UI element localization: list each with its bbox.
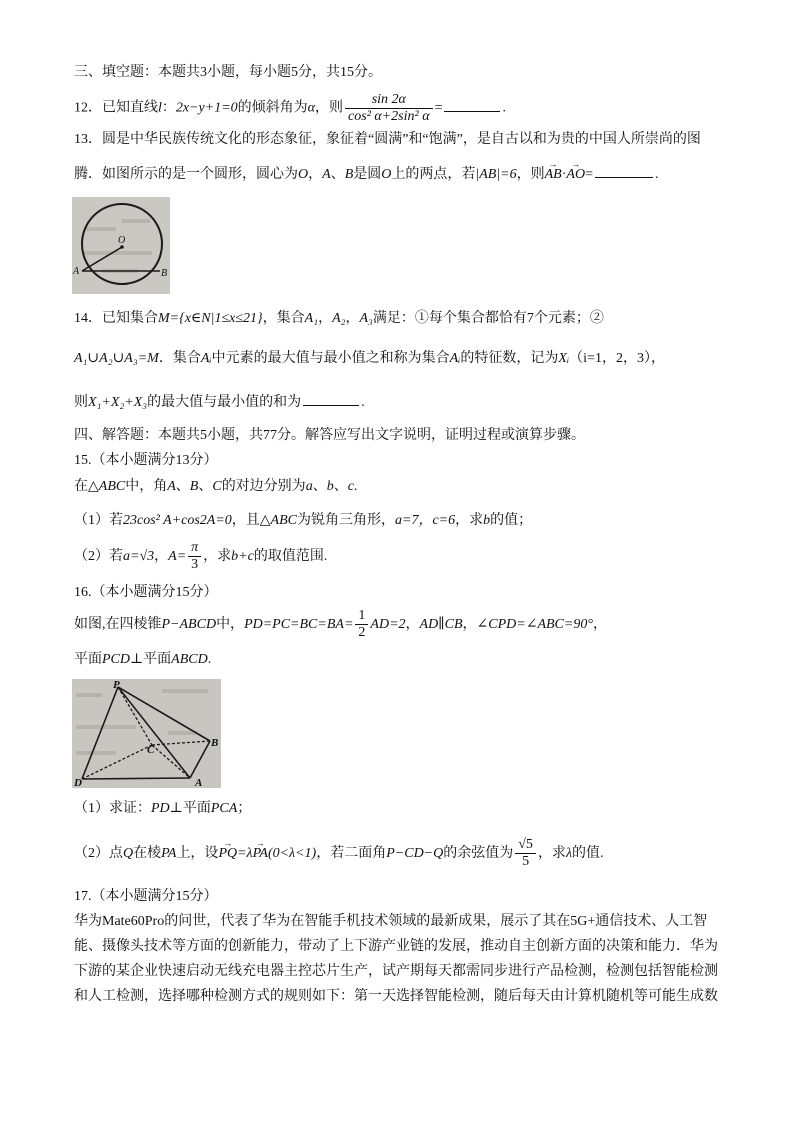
q12-text: 的倾斜角为 [237, 100, 308, 116]
q15-side-b: b [326, 479, 334, 494]
question-17-line2: 能、摄像头技术等方面的创新能力，带动了上下游产业链的发展，推动自主创新方面的决策和能力．华为 [74, 939, 718, 954]
q14-answer-blank[interactable] [303, 391, 359, 406]
section3-heading: 三、填空题：本题共3小题，每小题5分，共15分。 [74, 65, 382, 80]
q15-text: 、 [175, 479, 190, 494]
q16-text: ， [462, 617, 477, 632]
q13-text: . [654, 167, 659, 182]
q13-text: 是圆 [353, 167, 382, 182]
question-14-line3 [74, 391, 365, 413]
question-15-stem [74, 477, 357, 497]
q14-a1: A₁ [304, 311, 319, 326]
q15-triangle: △ABC [259, 513, 297, 528]
q16-frac-num: 1 [355, 608, 368, 625]
question-17-line3: 下游的某企业快速启动无线充电器主控芯片生产，试产期每天都需同步进行产品检测，检测包括智能检测 [74, 964, 718, 979]
q15-text: 为锐角三角形， [297, 513, 395, 528]
q16-cos-value [515, 837, 536, 870]
q12-text: 12．已知直线 [74, 100, 158, 116]
figure-pyramid [72, 679, 221, 788]
q14-union: A₁∪A₂∪A₃=M [74, 351, 159, 366]
q15-angle-a: A [167, 479, 176, 494]
question-14-line2 [74, 349, 665, 369]
q13-text: 上的两点，若 [391, 167, 476, 182]
q15-text: 、 [198, 479, 213, 494]
q15-text: 、 [312, 479, 327, 494]
q15-text: 、 [333, 479, 348, 494]
q12-equals: = [434, 100, 443, 116]
question-15-part2 [74, 540, 327, 574]
q15-text: 的取值范围. [253, 549, 328, 564]
question-16-part2 [74, 836, 604, 872]
q14-text: 的最大值与最小值的和为 [147, 395, 302, 410]
q15-values: a=7，c=6 [395, 513, 456, 528]
q16-frac-den: 2 [358, 625, 366, 641]
q12-answer-blank[interactable] [444, 97, 500, 112]
q14-xi: Xᵢ [558, 351, 570, 366]
q15-side-b: b [483, 513, 491, 528]
q16-text: 中， [216, 617, 245, 632]
q15-triangle: △ABC [88, 479, 126, 494]
q15-b-plus-c: b+c [231, 549, 254, 564]
q16-text: 平面 [182, 801, 211, 816]
question-16-title: 16.（本小题满分15分） [74, 585, 218, 600]
q14-ai: Aᵢ [200, 351, 212, 366]
q16-text: 的值. [572, 846, 604, 861]
q16-ad: AD=2 [370, 617, 406, 632]
q16-lambda-eq: =λ [237, 846, 253, 861]
edge-da [82, 778, 190, 779]
q16-parallel: AD∥CB [419, 617, 463, 632]
q13-point-a: A [322, 167, 331, 182]
q14-sum: X₁+X₂+X₃ [88, 395, 148, 410]
q14-text: 14．已知集合 [74, 311, 158, 326]
question-16-part1 [74, 799, 251, 819]
q14-text: ，集合 [262, 311, 305, 326]
section4-heading: 四、解答题：本题共5小题，共77分。解答应写出文字说明，证明过程或演算步骤。 [74, 428, 585, 443]
q13-center: O [298, 167, 309, 182]
q16-dihedral: P−CD−Q [386, 846, 444, 861]
q15-frac-num: π [188, 540, 201, 557]
q15-text: （1）若 [74, 513, 123, 528]
q16-plane-abcd: ABCD [171, 652, 208, 667]
q13-answer-blank[interactable] [595, 163, 653, 178]
q16-text: 平面 [74, 652, 102, 667]
q13-text: 、 [330, 167, 345, 182]
q16-text: ，若二面角 [316, 846, 387, 861]
q15-text: ，且 [231, 513, 260, 528]
q12-equation: 2x−y+1=0 [175, 100, 238, 116]
q16-text: （2）点 [74, 846, 123, 861]
question-17-title: 17.（本小题满分15分） [74, 889, 218, 904]
q16-pyramid: P−ABCD [161, 617, 217, 632]
q16-text: ， [405, 617, 420, 632]
q14-text: ．集合 [158, 351, 201, 366]
q16-plane-pca: PCA [210, 801, 238, 816]
label-c: C [147, 744, 155, 756]
q16-text: 平面 [143, 652, 172, 667]
q15-frac-den: 3 [191, 557, 199, 573]
circle-diagram [72, 197, 170, 294]
q16-lambda-range: (0<λ<1) [267, 846, 317, 861]
q14-text: ， [345, 311, 360, 326]
q15-a-eq: A= [168, 549, 187, 564]
q15-text: ， [154, 549, 169, 564]
q15-text: ，求 [455, 513, 484, 528]
q13-center: O [381, 167, 392, 182]
q15-text: ，求 [203, 549, 232, 564]
q16-half [355, 608, 368, 641]
label-o: O [118, 235, 126, 246]
q13-equals: = [585, 167, 593, 182]
q16-text: . [207, 652, 212, 667]
q16-edge-pa: PA [161, 846, 177, 861]
q15-text: 的值； [490, 513, 533, 528]
q15-text: 的对边分别为 [221, 479, 306, 494]
q15-a-value: a=√3 [123, 549, 155, 564]
q14-a3: A₃ [359, 311, 373, 326]
q15-angle-b: B [189, 479, 199, 494]
q14-text: ， [318, 311, 333, 326]
q12-line-var: l [158, 100, 162, 116]
q12-text: ： [161, 100, 176, 116]
question-14-line1 [74, 309, 604, 329]
q16-frac-den: 5 [522, 854, 530, 870]
q16-vector-pa: → PA [253, 836, 268, 872]
q16-text: ，求 [537, 846, 566, 861]
q16-text: 如图,在四棱锥 [74, 617, 162, 632]
q16-pd: PD [151, 801, 170, 816]
q16-angles: ∠CPD=∠ABC=90° [476, 617, 593, 632]
q15-text: 中，角 [125, 479, 168, 494]
q16-plane-pcd: PCD [102, 652, 130, 667]
q14-ai: Aᵢ [449, 351, 461, 366]
q14-text: . [361, 395, 365, 410]
q13-vector-ao: → AO [566, 165, 585, 185]
q16-text: （1）求证： [74, 801, 151, 816]
q13-dot: · [561, 167, 567, 182]
label-b: B [161, 268, 168, 279]
figure-circle [72, 197, 170, 294]
q15-angle-c: C [212, 479, 222, 494]
question-12 [74, 92, 506, 125]
q15-side-a: a [305, 479, 313, 494]
q12-alpha: α [307, 100, 316, 116]
q16-perp: ⊥ [169, 801, 183, 816]
q15-text: （2）若 [74, 549, 123, 564]
question-16-stem [74, 608, 607, 642]
q13-abs: |AB|=6 [475, 167, 517, 182]
q15-pi-over-3 [188, 540, 201, 573]
question-13-line2 [74, 163, 658, 185]
q14-text: 则 [74, 395, 88, 410]
q16-point-q: Q [123, 846, 134, 861]
question-15-title: 15.（本小题满分13分） [74, 453, 218, 468]
q14-text: 满足：①每个集合都恰有7个元素；② [372, 311, 604, 326]
q13-text: 腾．如图所示的是一个圆形，圆心为 [74, 167, 298, 182]
q16-frac-num: √5 [515, 837, 536, 854]
q16-text: 在棱 [133, 846, 162, 861]
q14-text: 中元素的最大值与最小值之和称为集合 [211, 351, 450, 366]
label-d: D [74, 777, 82, 788]
question-16-line2 [74, 650, 211, 670]
q16-text: 的余弦值为 [443, 846, 514, 861]
label-a: A [195, 777, 203, 788]
q16-text: 上，设 [176, 846, 219, 861]
q16-text: ； [237, 801, 252, 816]
q15-side-c: c [347, 479, 354, 494]
question-13-line1: 13．圆是中华民族传统文化的形态象征，象征着“圆满”和“饱满”，是自古以和为贵的中国人所崇尚的图 [74, 132, 701, 147]
q12-text: ，则 [315, 100, 344, 116]
q16-vector-pq: → PQ [218, 836, 237, 872]
q15-text: . [353, 479, 358, 494]
question-17-line1: 华为Mate60Pro的问世，代表了华为在智能手机技术领域的最新成果，展示了其在5G+通信技术、人工智 [74, 914, 708, 929]
label-b: B [211, 737, 219, 749]
q12-frac-num: sin 2α [345, 92, 433, 109]
q13-vector-ab: → AB [545, 165, 562, 185]
question-15-part1 [74, 511, 532, 531]
q14-set-m: M={x∈N|1≤x≤21} [158, 311, 263, 326]
q16-text: ， [592, 617, 607, 632]
q12-text: . [502, 100, 506, 116]
q14-a2: A₂ [332, 311, 346, 326]
label-a: A [73, 266, 80, 277]
q12-frac-den: cos² α+2sin² α [348, 109, 430, 124]
q13-point-b: B [344, 167, 354, 182]
q16-equalities: PD=PC=BC=BA= [244, 617, 354, 632]
question-17-line4: 和人工检测，选择哪种检测方式的规则如下：第一天选择智能检测，随后每天由计算机随机等可能生成数 [74, 989, 718, 1004]
q13-text: ， [308, 167, 323, 182]
q14-text: 的特征数，记为 [460, 351, 559, 366]
pyramid-diagram [72, 679, 221, 788]
q13-text: ，则 [516, 167, 545, 182]
q15-equation: 23cos² A+cos2A=0 [123, 513, 232, 528]
q16-perp: ⊥ [130, 652, 144, 667]
q15-text: 在 [74, 479, 88, 494]
label-p: P [113, 679, 120, 691]
q12-fraction [345, 92, 433, 125]
q14-text: （i=1，2，3）， [569, 351, 665, 366]
q16-lambda: λ [565, 846, 573, 861]
